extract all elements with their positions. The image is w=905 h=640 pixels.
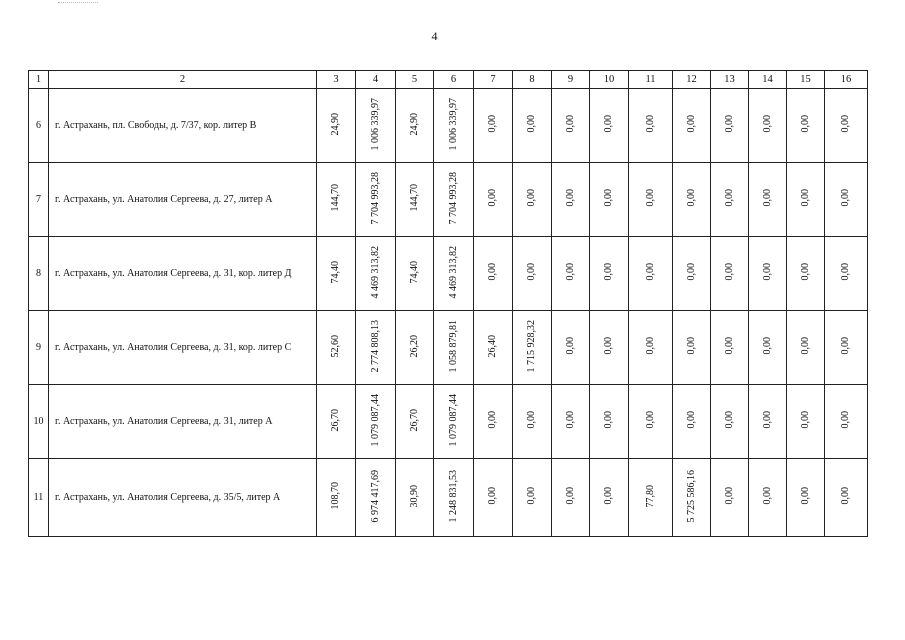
value-text: 0,00 (723, 337, 735, 355)
row-number: 6 (29, 89, 49, 163)
value-cell (825, 237, 868, 311)
column-header: 8 (513, 71, 552, 89)
value-text: 77,80 (644, 484, 656, 508)
value-cell (629, 163, 673, 237)
value-text: 0,00 (526, 263, 537, 281)
value-cell (590, 237, 629, 311)
table-row (29, 89, 868, 163)
value-cell (356, 459, 396, 537)
value-text: 0,00 (487, 189, 498, 207)
value-text: 26,70 (408, 408, 420, 432)
row-number: 9 (29, 311, 49, 385)
value-cell (629, 311, 673, 385)
value-text: 0,00 (723, 411, 735, 429)
value-cell (356, 89, 396, 163)
value-cell (590, 311, 629, 385)
value-cell (513, 459, 552, 537)
value-cell (590, 89, 629, 163)
value-cell (513, 385, 552, 459)
value-text: 0,00 (840, 115, 851, 133)
value-text: 0,00 (526, 189, 537, 207)
value-text: 1 079 087,44 (369, 393, 381, 447)
address-cell: г. Астрахань, ул. Анатолия Сергеева, д. 31, литер А (49, 385, 317, 459)
value-text: 0,00 (799, 263, 811, 281)
table-row (29, 459, 868, 537)
value-cell (629, 89, 673, 163)
value-cell (474, 385, 513, 459)
value-cell (787, 311, 825, 385)
scan-mark (58, 2, 98, 5)
value-cell (474, 89, 513, 163)
value-cell (825, 163, 868, 237)
value-cell (474, 311, 513, 385)
column-header: 4 (356, 71, 396, 89)
address-cell: г. Астрахань, ул. Анатолия Сергеева, д. 31, кор. литер Д (49, 237, 317, 311)
value-text: 0,00 (799, 337, 811, 355)
value-cell (590, 385, 629, 459)
column-header: 10 (590, 71, 629, 89)
value-cell (513, 311, 552, 385)
value-cell (749, 89, 787, 163)
value-text: 0,00 (644, 263, 656, 281)
value-cell (711, 311, 749, 385)
value-text: 2 774 808,13 (369, 319, 381, 373)
value-cell (673, 237, 711, 311)
value-text: 0,00 (685, 189, 697, 207)
value-cell (474, 459, 513, 537)
column-header: 13 (711, 71, 749, 89)
value-cell (396, 385, 434, 459)
table-row (29, 385, 868, 459)
value-text: 0,00 (526, 115, 537, 133)
column-header: 5 (396, 71, 434, 89)
value-text: 0,00 (603, 189, 614, 207)
value-cell (673, 89, 711, 163)
value-text: 0,00 (603, 337, 614, 355)
value-text: 1 079 087,44 (447, 393, 459, 447)
value-text: 5 725 586,16 (685, 469, 697, 523)
page-number: 4 (431, 29, 438, 43)
value-text: 0,00 (723, 487, 735, 505)
value-text: 144,70 (330, 184, 341, 212)
value-text: 0,00 (603, 487, 614, 505)
value-text: 0,00 (840, 189, 851, 207)
value-cell (396, 163, 434, 237)
value-text: 26,70 (330, 408, 341, 432)
row-number: 11 (29, 459, 49, 537)
value-text: 0,00 (761, 337, 773, 355)
value-text: 0,00 (761, 487, 773, 505)
value-text: 0,00 (487, 263, 498, 281)
value-text: 0,00 (564, 189, 576, 207)
value-cell (673, 385, 711, 459)
column-header: 15 (787, 71, 825, 89)
value-text: 1 006 339,97 (447, 97, 459, 151)
column-number-row (29, 71, 868, 89)
value-cell (356, 385, 396, 459)
value-cell (396, 237, 434, 311)
value-cell (825, 311, 868, 385)
value-cell (787, 385, 825, 459)
value-text: 1 248 831,53 (447, 469, 459, 523)
column-header: 2 (49, 71, 317, 89)
column-header: 7 (474, 71, 513, 89)
value-text: 30,90 (408, 484, 420, 508)
value-text: 0,00 (761, 411, 773, 429)
value-text: 0,00 (644, 115, 656, 133)
value-cell (787, 459, 825, 537)
value-cell (474, 163, 513, 237)
value-text: 0,00 (487, 411, 498, 429)
value-text: 0,00 (564, 263, 576, 281)
value-text: 0,00 (723, 115, 735, 133)
value-text: 0,00 (723, 263, 735, 281)
value-cell (711, 89, 749, 163)
value-cell (749, 311, 787, 385)
value-cell (749, 163, 787, 237)
value-cell (825, 459, 868, 537)
column-header: 16 (825, 71, 868, 89)
value-cell (552, 459, 590, 537)
value-cell (396, 89, 434, 163)
value-cell (317, 311, 356, 385)
value-cell (787, 237, 825, 311)
value-cell (356, 237, 396, 311)
table-row (29, 163, 868, 237)
value-text: 0,00 (685, 337, 697, 355)
value-text: 24,90 (330, 112, 341, 136)
value-text: 0,00 (603, 411, 614, 429)
value-text: 0,00 (840, 337, 851, 355)
row-number: 8 (29, 237, 49, 311)
value-cell (513, 237, 552, 311)
value-text: 0,00 (644, 337, 656, 355)
column-header: 1 (29, 71, 49, 89)
value-text: 1 058 879,81 (447, 319, 459, 373)
value-text: 0,00 (840, 263, 851, 281)
row-number: 7 (29, 163, 49, 237)
column-header: 9 (552, 71, 590, 89)
value-text: 0,00 (761, 189, 773, 207)
value-text: 52,60 (330, 334, 341, 358)
value-text: 0,00 (564, 411, 576, 429)
value-text: 0,00 (685, 115, 697, 133)
value-cell (749, 459, 787, 537)
value-text: 74,40 (330, 260, 341, 284)
value-cell (673, 163, 711, 237)
value-text: 0,00 (564, 337, 576, 355)
column-header: 6 (434, 71, 474, 89)
value-cell (552, 163, 590, 237)
value-cell (396, 311, 434, 385)
value-text: 74,40 (408, 260, 420, 284)
column-header: 3 (317, 71, 356, 89)
value-cell (552, 237, 590, 311)
value-cell (513, 89, 552, 163)
value-text: 7 704 993,28 (369, 171, 381, 225)
value-text: 0,00 (564, 115, 576, 133)
data-table (28, 70, 868, 537)
value-text: 0,00 (526, 487, 537, 505)
value-cell (825, 385, 868, 459)
value-cell (317, 89, 356, 163)
column-header: 12 (673, 71, 711, 89)
value-text: 0,00 (799, 487, 811, 505)
value-cell (474, 237, 513, 311)
value-cell (434, 89, 474, 163)
value-cell (629, 385, 673, 459)
value-text: 0,00 (526, 411, 537, 429)
value-cell (787, 89, 825, 163)
value-cell (552, 89, 590, 163)
value-text: 0,00 (840, 487, 851, 505)
value-cell (356, 163, 396, 237)
value-text: 108,70 (330, 482, 341, 510)
value-text: 144,70 (408, 184, 420, 212)
address-cell: г. Астрахань, ул. Анатолия Сергеева, д. 27, литер А (49, 163, 317, 237)
value-cell (434, 385, 474, 459)
column-header: 11 (629, 71, 673, 89)
value-text: 0,00 (799, 189, 811, 207)
value-cell (434, 459, 474, 537)
value-text: 0,00 (685, 263, 697, 281)
value-cell (317, 163, 356, 237)
value-text: 4 469 313,82 (369, 245, 381, 299)
value-text: 0,00 (603, 263, 614, 281)
value-cell (590, 459, 629, 537)
value-cell (711, 385, 749, 459)
value-text: 26,20 (408, 334, 420, 358)
value-text: 0,00 (799, 115, 811, 133)
value-text: 0,00 (603, 115, 614, 133)
table-row (29, 311, 868, 385)
value-cell (356, 311, 396, 385)
value-text: 0,00 (761, 263, 773, 281)
value-text: 1 715 928,32 (526, 319, 537, 373)
value-cell (673, 311, 711, 385)
value-cell (590, 163, 629, 237)
value-cell (552, 311, 590, 385)
value-text: 0,00 (644, 411, 656, 429)
value-cell (787, 163, 825, 237)
column-header: 14 (749, 71, 787, 89)
value-text: 7 704 993,28 (447, 171, 459, 225)
value-text: 26,40 (487, 334, 498, 358)
value-cell (434, 237, 474, 311)
value-cell (711, 237, 749, 311)
value-text: 0,00 (644, 189, 656, 207)
value-cell (711, 163, 749, 237)
value-text: 0,00 (564, 487, 576, 505)
value-cell (629, 459, 673, 537)
value-cell (317, 385, 356, 459)
value-cell (317, 459, 356, 537)
value-cell (396, 459, 434, 537)
value-text: 0,00 (723, 189, 735, 207)
value-cell (825, 89, 868, 163)
value-cell (749, 237, 787, 311)
value-cell (673, 459, 711, 537)
value-text: 0,00 (487, 115, 498, 133)
value-cell (434, 311, 474, 385)
value-cell (749, 385, 787, 459)
address-cell: г. Астрахань, ул. Анатолия Сергеева, д. 31, кор. литер С (49, 311, 317, 385)
value-text: 4 469 313,82 (447, 245, 459, 299)
value-text: 6 974 417,69 (369, 469, 381, 523)
value-text: 1 006 339,97 (369, 97, 381, 151)
value-cell (711, 459, 749, 537)
value-cell (513, 163, 552, 237)
address-cell: г. Астрахань, ул. Анатолия Сергеева, д. 35/5, литер А (49, 459, 317, 537)
value-text: 24,90 (408, 112, 420, 136)
table-row (29, 237, 868, 311)
value-cell (552, 385, 590, 459)
value-text: 0,00 (487, 487, 498, 505)
value-text: 0,00 (761, 115, 773, 133)
value-cell (629, 237, 673, 311)
value-cell (317, 237, 356, 311)
value-text: 0,00 (840, 411, 851, 429)
value-text: 0,00 (799, 411, 811, 429)
value-cell (434, 163, 474, 237)
value-text: 0,00 (685, 411, 697, 429)
row-number: 10 (29, 385, 49, 459)
address-cell: г. Астрахань, пл. Свободы, д. 7/37, кор. литер В (49, 89, 317, 163)
